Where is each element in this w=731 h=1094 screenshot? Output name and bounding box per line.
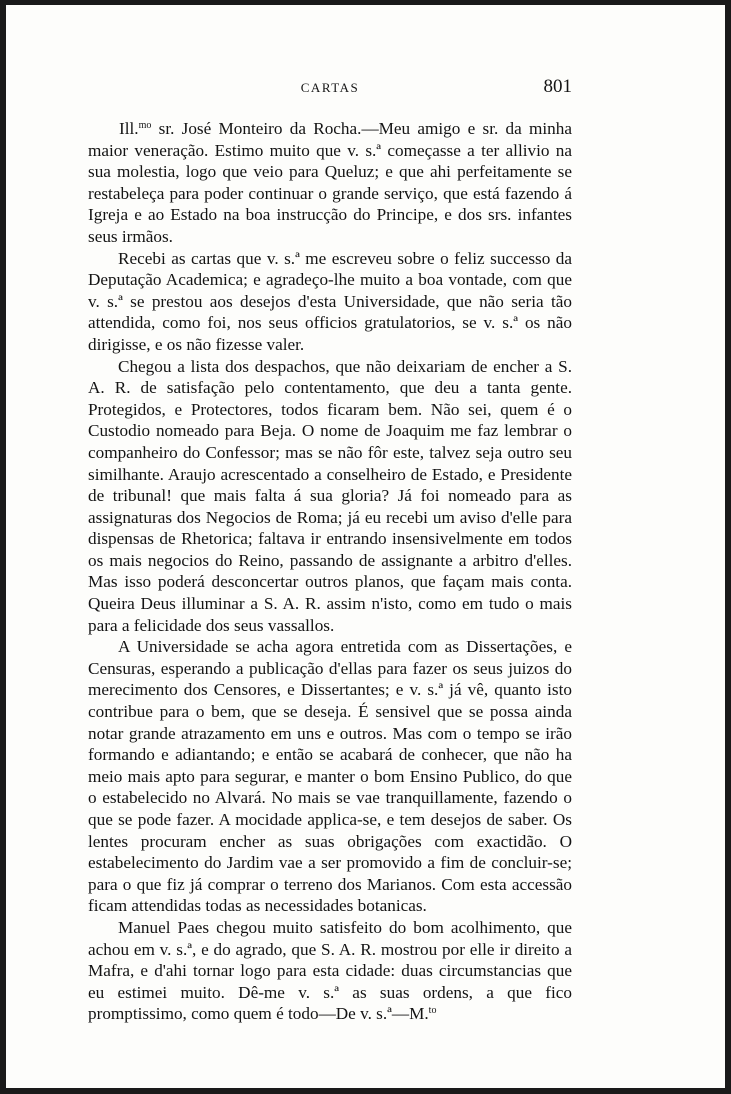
scan-border-top [0, 0, 731, 5]
scan-border-bottom [0, 1088, 731, 1094]
paragraph-5 [88, 917, 572, 1025]
running-head: CARTAS [300, 80, 360, 95]
salutation: Ill. [119, 119, 139, 138]
paragraph-5-text: Manuel Paes chegou muito satisfeito do bom acolhimento, que achou em v. s.ª, e do agrado, que S. A. R. mostrou por elle ir direito a Mafra, e d'ahi tornar logo para esta cidade: duas circumstancias que eu estimei muito. Dê-me v. s.ª as suas ordens, a que fico promptissimo, como quem é todo—De v. s.ª—M. [88, 917, 572, 1024]
page-header [88, 76, 572, 102]
salutation-superscript: mo [138, 120, 152, 131]
page-number: 801 [543, 76, 572, 97]
scan-border-right [725, 0, 731, 1094]
paragraph-1 [88, 118, 572, 248]
closing-superscript: to [428, 1005, 437, 1017]
paragraph-3: Chegou a lista dos despachos, que não deixariam de encher a S. A. R. de satisfação pelo contentamento, que deu a tanta gente. Protegidos, e Protectores, todos ficaram bem. Não sei, quem é o Custodio nomeado para Beja. O nome de Joaquim me faz lembrar o companheiro do Confessor; mas se não fôr este, talvez seja outro seu similhante. Araujo acrescentado a conselheiro de Estado, e Presidente de tribunal! que mais falta á sua gloria? Já foi nomeado para as assignaturas dos Negocios de Roma; já eu recebi um aviso d'elle para dispensas de Rhetorica; faltava ir entrando insensivelmente em todos os mais negocios do Reino, passando de assignante a arbitro d'elles. Mas isso poderá desconcertar outros planos, que façam mais conta. Queira Deus illuminar a S. A. R. assim n'isto, como em tudo o mais para a felicidade dos seus vassallos. [88, 356, 572, 635]
letter-body [88, 118, 572, 1025]
paragraph-2: Recebi as cartas que v. s.ª me escreveu sobre o feliz successo da Deputação Academica; e agradeço-lhe muito a boa vontade, com que v. s.ª se prestou aos desejos d'esta Universidade, que não seria tão attendida, como foi, nos seus officios gratulatorios, se v. s.ª os não dirigisse, e os não fizesse valer. [88, 248, 572, 354]
scan-border-left [0, 0, 6, 1094]
paragraph-1-text: sr. José Monteiro da Rocha.—Meu amigo e sr. da minha maior veneração. Estimo muito que v. s.ª começasse a ter allivio na sua molestia, logo que veio para Queluz; e que ahi perfeitamente se restabeleça para poder continuar o grande serviço, que está fazendo á Igreja e ao Estado na boa instrucção do Principe, e dos srs. infantes seus irmãos. [88, 119, 572, 246]
paragraph-4: A Universidade se acha agora entretida com as Dissertações, e Censuras, esperando a publicação d'ellas para fazer os seus juizos do merecimento dos Censores, e Dissertantes; e v. s.ª já vê, quanto isto contribue para o bem, que se deseja. É sensivel que se possa ainda notar grande atrazamento em uns e outros. Mas com o tempo se irão formando e adiantando; e então se acabará de conhecer, que não ha meio mais apto para segurar, e manter o bom Ensino Publico, do que o estabelecido no Alvará. No mais se vae tranquillamente, fazendo o que se pode fazer. A mocidade applica-se, e tem desejos de saber. Os lentes procuram encher as suas obrigações com exactidão. O estabelecimento do Jardim vae a ser promovido a fim de concluir-se; para o que fiz já comprar o terreno dos Marianos. Com esta accessão ficam attendidas todas as necessidades botanicas. [88, 637, 572, 916]
